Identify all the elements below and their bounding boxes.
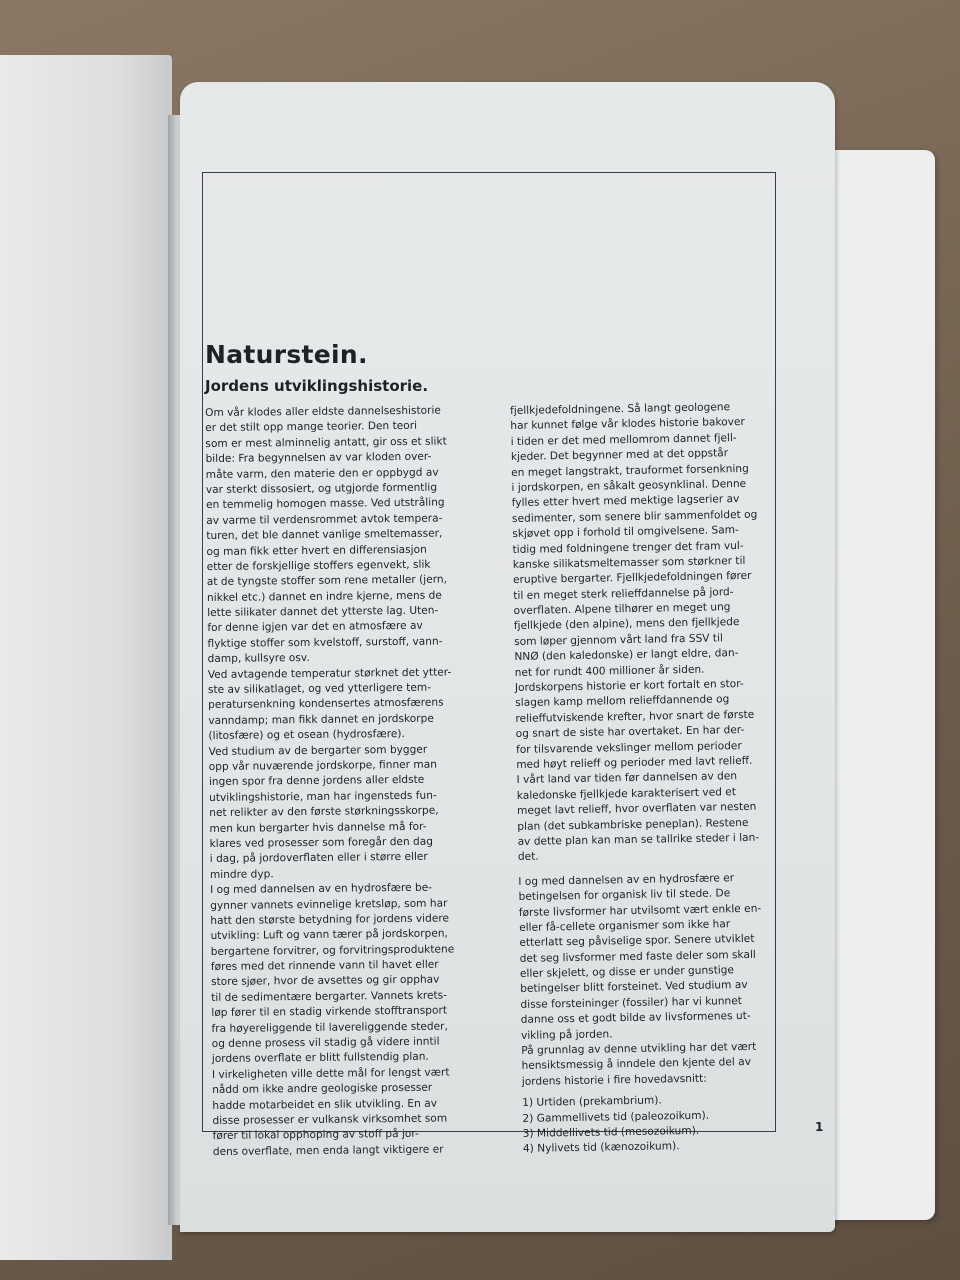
text-line: en temmelig homogen masse. Ved utstråling [205, 496, 445, 512]
text-line: i tiden er det med mellomrom dannet fjell- [510, 431, 737, 448]
page-subtitle: Jordens utviklingshistorie. [205, 377, 429, 395]
page-number: 1 [815, 1120, 824, 1134]
text-line: NNØ (den kaledonske) er langt eldre, dan- [514, 647, 739, 664]
era-item: 2) Gammellivets tid (paleozoikum). [522, 1109, 710, 1125]
text-line: net relikter av den første størkningsskorpe, [209, 804, 439, 820]
text-line: vikling på jorden. [520, 1027, 613, 1042]
text-line: turen, det ble dannet vanlige smeltemasser, [206, 527, 443, 543]
text-line: ingen spor fra denne jordens aller eldste [208, 774, 425, 789]
text-line: og denne prosess vil stadig gå videre inntil [211, 1035, 440, 1050]
text-line: har kunnet følge vår klodes historie bakover [510, 416, 745, 433]
text-line: til en meget sterk relieffdannelse på jord- [513, 585, 734, 602]
text-line: men kun bergarter hvis dannelse må for- [209, 820, 427, 835]
text-line: ste av silikatlaget, og ved ytterligere tem- [207, 681, 432, 697]
text-line: fylles etter hvert med mektige lagserier av [511, 493, 740, 510]
text-line: for tilsvarende vekslinger mellom perioder [515, 739, 742, 756]
text-line: På grunnlag av denne utvikling har det vært [521, 1040, 757, 1057]
text-line: etterlatt seg påviselige spor. Senere utviklet [519, 933, 755, 950]
text-line: meget lavt relieff, hvor overflaten var nesten [517, 800, 757, 818]
text-line: en meget langstrakt, trauformet forsenkning [511, 462, 749, 479]
text-line: fra høyereliggende til lavereliggende steder, [211, 1020, 448, 1035]
text-line: i jordskorpen, en såkalt geosynklinal. Denne [511, 477, 747, 494]
text-line: disse prosesser er vulkansk virksomhet som [212, 1112, 448, 1127]
text-line: bilde: Fra begynnelsen av var kloden over- [205, 450, 432, 466]
text-line: gynner vannets evinnelige kretsløp, som har [210, 896, 448, 912]
back-sheet-edge [820, 150, 935, 1220]
text-line: skjøvet opp i forhold til omgivelsene. Sam- [512, 524, 739, 541]
text-line: hadde motarbeidet en slik utvikling. En av [212, 1097, 438, 1112]
text-line: (litosfære) og et osean (hydrosfære). [208, 728, 405, 743]
text-line: i dag, på jordoverflaten eller i større eller [209, 851, 428, 866]
text-line: fører til lokal opphoping av stoff på jor- [212, 1128, 419, 1143]
text-line: peratursenkning kondensertes atmosfærens [208, 696, 444, 712]
text-line: kanske silikatsmeltemasser som størkner til [512, 554, 746, 571]
text-line: er det stilt opp mange teorier. Den teori [205, 420, 418, 435]
text-line: første livsformer har utvilsomt vært enkle en- [518, 902, 762, 919]
text-line: jordens historie i fire hovedavsnitt: [521, 1072, 707, 1088]
text-line: kjeder. Det begynner med at det oppstår [510, 447, 729, 464]
text-line: danne oss et godt bilde av livsformenes ut- [520, 1010, 751, 1027]
text-line: var sterkt dissosiert, og utgjorde formentlig [205, 481, 438, 496]
text-line: som løper gjennom vårt land fra SSV til [514, 632, 724, 648]
text-line: fjellkjedefoldningene. Så langt geologene [510, 401, 731, 417]
text-line: klares ved prosesser som foregår den dag [209, 835, 434, 850]
text-line: I og med dannelsen av en hydrosfære be- [210, 881, 433, 897]
text-line: hatt den største betydning for jordens videre [210, 912, 450, 927]
text-line: relieffutviskende krefter, hvor snart de første [515, 708, 755, 725]
text-line: I virkeligheten ville dette mål for lengst vært [211, 1066, 450, 1081]
text-line: det. [517, 850, 539, 864]
text-line: og snart de siste har overtaket. En har der- [515, 724, 745, 741]
text-line: av varme til verdensrommet avtok tempera- [206, 512, 443, 527]
text-line: jordens overflate er blitt fullstendig plan. [211, 1051, 429, 1066]
text-line: Ved studium av de bergarter som bygger [208, 743, 428, 758]
text-line: etter de forskjellige stoffers egenvekt, slik [206, 558, 431, 573]
text-line: lette silikater dannet det ytterste lag. Uten- [207, 604, 439, 620]
page-title: Naturstein. [205, 340, 368, 369]
text-line: eruptive bergarter. Fjellkjedefoldningen fører [512, 570, 752, 587]
text-line: hensiktsmessig å inndele den kjente del av [521, 1056, 752, 1073]
text-line: kaledonske fjellkjede karakterisert ved et [516, 785, 737, 802]
text-line: plan (det subkambriske peneplan). Restene [517, 816, 749, 833]
left-page [0, 55, 172, 1260]
text-line: store sjøer, hvor de avsettes og gir opphav [210, 974, 440, 989]
text-line: overflaten. Alpene tilhører en meget ung [513, 601, 731, 618]
text-line: disse forsteininger (fossiler) har vi kunnet [520, 994, 742, 1011]
text-line: opp vår nuværende jordskorpe, finner man [208, 758, 437, 773]
era-item: 3) Middellivets tid (mesozoikum). [522, 1124, 700, 1140]
text-line: damp, kullsyre osv. [207, 652, 310, 666]
text-line: flyktige stoffer som kvelstoff, surstoff, vann- [207, 635, 443, 650]
text-line: fjellkjede (den alpine), mens den fjellkjede [513, 616, 740, 633]
text-line: til de sedimentære bergarter. Vannets krets- [211, 989, 448, 1004]
text-line: nådd om ikke andre geologiske prosesser [212, 1081, 433, 1097]
text-line: slagen kamp mellom relieffdannende og [515, 693, 730, 710]
text-line: utviklingshistorie, man har ingensteds fun- [209, 789, 437, 804]
text-line: løp fører til en stadig virkende stofftransport [211, 1004, 448, 1020]
text-line: med høyt relieff og perioder med lavt relieff. [516, 754, 753, 771]
text-line: bergartene forvitrer, og forvitringsproduktene [210, 943, 455, 958]
text-line: det seg livsformer med faste deler som skall [519, 948, 756, 965]
left-text-column [205, 403, 518, 1160]
text-line: eller skjelett, og disse er under gunstige [519, 964, 735, 980]
text-line: vanndamp; man fikk dannet en jordskorpe [208, 712, 434, 727]
text-line: som er mest alminnelig antatt, gir oss et slikt [205, 435, 447, 450]
era-item: 1) Urtiden (prekambrium). [522, 1094, 662, 1110]
text-line: net for rundt 400 millioner år siden. [514, 663, 705, 679]
era-item: 4) Nylivets tid (kænozoikum). [522, 1140, 680, 1156]
text-line: eller få-cellete organismer som ikke har [519, 918, 731, 934]
text-line: dens overflate, men enda langt viktigere er [212, 1143, 444, 1158]
text-line: betingelser blitt forsteinet. Ved studium av [520, 979, 748, 996]
text-line: I og med dannelsen av en hydrosfære er [518, 871, 735, 888]
text-line: Om vår klodes aller eldste dannelseshistorie [205, 404, 441, 419]
text-line: av dette plan kan man se tallrike steder i lan- [517, 831, 760, 848]
right-text-column [510, 399, 831, 1158]
text-line: mindre dyp. [209, 868, 274, 881]
text-line: I vårt land var tiden før dannelsen av den [516, 770, 738, 787]
text-line: tidig med foldningene trenger det fram vul- [512, 539, 744, 556]
text-line: måte varm, den materie den er oppbygd av [205, 466, 439, 481]
text-line: betingelsen for organisk liv til stede. De [518, 887, 731, 904]
text-line: for denne igjen var det en atmosfære av [207, 620, 423, 635]
text-line: og man fikk etter hvert en differensiasjon [206, 543, 427, 558]
text-line: utvikling: Luft og vann tærer på jordskorpen, [210, 927, 448, 943]
text-line: sedimenter, som senere blir sammenfoldet og [511, 508, 758, 525]
right-column-lines [510, 399, 830, 1090]
era-list [522, 1091, 831, 1158]
text-line: Ved avtagende temperatur størknet det ytter- [207, 666, 452, 681]
text-line: Jordskorpens historie er kort fortalt en stor- [514, 677, 744, 694]
text-line: at de tyngste stoffer som rene metaller (jern, [206, 573, 448, 589]
text-line: nikkel etc.) dannet en indre kjerne, mens de [206, 589, 442, 604]
text-line: føres med det rinnende vann til havet eller [210, 958, 439, 974]
